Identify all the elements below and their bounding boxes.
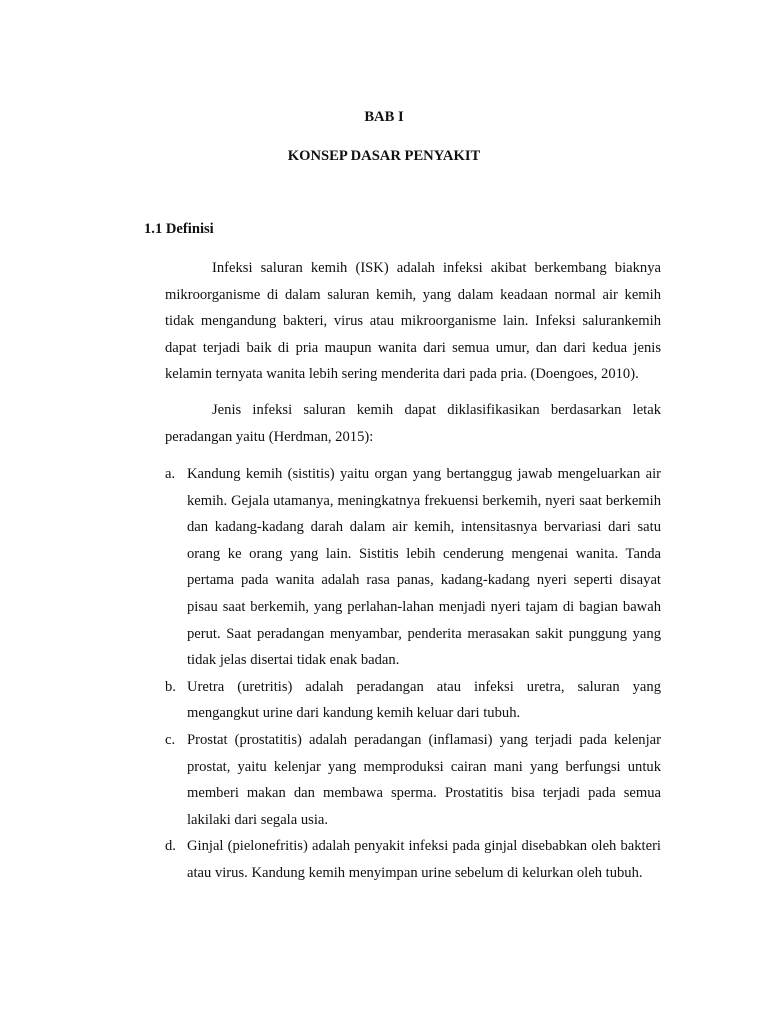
- list-item-text: Ginjal (pielonefritis) adalah penyakit infeksi pada ginjal disebabkan oleh bakteri atau virus. Kandung kemih menyimpan urine sebelum di kelurkan oleh tubuh.: [187, 838, 661, 881]
- list-item-text: Uretra (uretritis) adalah peradangan atau infeksi uretra, saluran yang mengangkut urine dari kandung kemih keluar dari tubuh.: [187, 678, 661, 722]
- section-heading: 1.1 Definisi: [144, 221, 214, 237]
- list-item: [165, 674, 661, 727]
- classification-list: [165, 461, 661, 887]
- list-marker: c.: [165, 731, 176, 748]
- list-item: [165, 833, 661, 886]
- chapter-title: KONSEP DASAR PENYAKIT: [287, 148, 481, 164]
- list-item: [165, 461, 661, 674]
- list-item-text: Prostat (prostatitis) adalah peradangan (inflamasi) yang terjadi pada kelenjar prostat, yaitu kelenjar yang memproduksi cairan mani yang berfungsi untuk memberi makan dan membawa sperma. Prostatitis bisa terjadi pada semua lakilaki dari segala usia.: [187, 731, 661, 828]
- list-item: [165, 727, 661, 833]
- list-marker: a.: [165, 466, 176, 482]
- chapter-label: BAB I: [364, 109, 404, 125]
- list-marker: d.: [165, 838, 176, 855]
- list-item-text: Kandung kemih (sistitis) yaitu organ yang bertanggug jawab mengeluarkan air kemih. Gejala utamanya, meningkatnya frekuensi berkemih, nyeri saat berkemih dan kadang-kadang darah dalam air kemih, intensitasnya bervariasi dari satu orang ke orang yang lain. Sistitis lebih cenderung mengenai wanita. Tanda pertama pada wanita adalah rasa panas, kadang-kadang nyeri seperti disayat pisau saat berkemih, yang perlahan-lahan menjadi nyeri tajam di bagian bawah perut. Saat peradangan menyambar, penderita merasakan sakit punggung yang tidak jelas disertai tidak enak badan.: [187, 466, 661, 669]
- paragraph-definition: Infeksi saluran kemih (ISK) adalah infeksi akibat berkembang biaknya mikroorganisme di dalam saluran kemih, yang dalam keadaan normal air kemih tidak mengandung bakteri, virus atau mikroorganisme lain. Infeksi salurankemih dapat terjadi baik di pria maupun wanita dari semua umur, dan dari kedua jenis kelamin ternyata wanita lebih sering menderita dari pada pria. (Doengoes, 2010).: [165, 260, 661, 383]
- list-marker: b.: [165, 678, 176, 695]
- paragraph-classification: Jenis infeksi saluran kemih dapat diklasifikasikan berdasarkan letak peradangan yaitu (Herdman, 2015):: [165, 402, 661, 445]
